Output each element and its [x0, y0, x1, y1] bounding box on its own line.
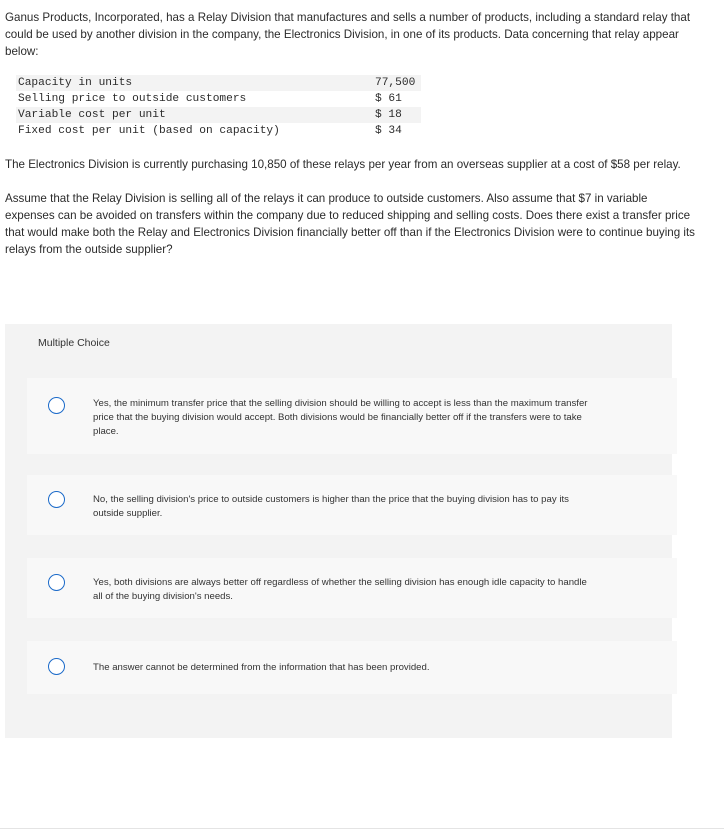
- table-row: [16, 123, 421, 139]
- multiple-choice-header: Multiple Choice: [38, 337, 110, 349]
- radio-button-icon[interactable]: [48, 491, 65, 508]
- question-prompt: [5, 9, 695, 258]
- table-row: [16, 91, 421, 107]
- choice-option-4[interactable]: [27, 641, 677, 694]
- choice-option-1[interactable]: [27, 378, 677, 454]
- row-label: Fixed cost per unit (based on capacity): [16, 123, 363, 139]
- purchase-info-text: The Electronics Division is currently purchasing 10,850 of these relays per year from an overseas supplier at a cost of $58 per relay.: [5, 158, 681, 171]
- row-value: $ 18: [363, 107, 421, 123]
- row-value: 77,500: [363, 75, 421, 91]
- radio-button-icon[interactable]: [48, 397, 65, 414]
- table-row: [16, 75, 421, 91]
- multiple-choice-panel: [5, 324, 672, 738]
- row-label: Capacity in units: [16, 75, 363, 91]
- choice-label: No, the selling division's price to outside customers is higher than the price that the buying division has to pay its outside supplier.: [93, 494, 569, 519]
- row-label: Selling price to outside customers: [16, 91, 363, 107]
- choice-label: Yes, the minimum transfer price that the selling division should be willing to accept is less than the maximum transfer price that the buying division would accept. Both divisions would be financially better off if the transfers were to take place.: [93, 398, 588, 437]
- choice-option-3[interactable]: [27, 558, 677, 618]
- choice-label: Yes, both divisions are always better off regardless of whether the selling division has enough idle capacity to handle all of the buying division's needs.: [93, 577, 587, 602]
- radio-button-icon[interactable]: [48, 574, 65, 591]
- question-intro-text: Ganus Products, Incorporated, has a Relay Division that manufactures and sells a number of products, including a standard relay that could be used by another division in the company, the Electronics Division, in one of its products. Data concerning that relay appear below:: [5, 11, 691, 58]
- choice-option-2[interactable]: [27, 475, 677, 535]
- question-assumption-text: Assume that the Relay Division is selling all of the relays it can produce to outside customers. Also assume that $7 in variable expenses can be avoided on transfers within the company due to reduced shipping and selling costs. Does there exist a transfer price that would make both the Relay and Electronics Division financially better off than if the Electronics Division were to continue buying its relays from the outside supplier?: [5, 192, 695, 256]
- radio-button-icon[interactable]: [48, 658, 65, 675]
- relay-data-table: [16, 75, 421, 139]
- row-value: $ 61: [363, 91, 421, 107]
- row-label: Variable cost per unit: [16, 107, 363, 123]
- choice-label: The answer cannot be determined from the information that has been provided.: [93, 662, 430, 673]
- page-divider: [0, 828, 724, 829]
- row-value: $ 34: [363, 123, 421, 139]
- table-row: [16, 107, 421, 123]
